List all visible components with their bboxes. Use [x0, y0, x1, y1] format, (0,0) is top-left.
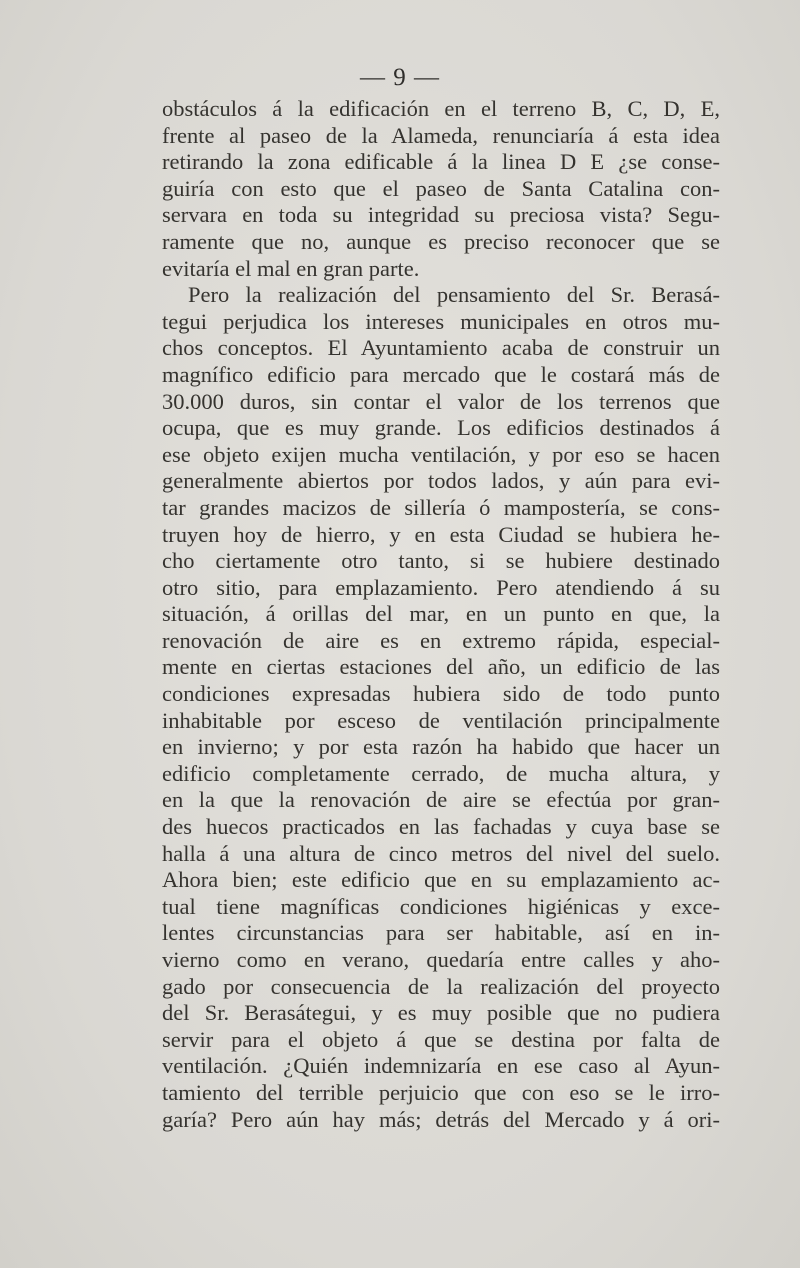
text-line: inhabitable por esceso de ventilación principalmente: [162, 707, 720, 733]
text-line: tar grandes macizos de sillería ó mampostería, se cons-: [162, 494, 720, 520]
text-line: situación, á orillas del mar, en un punto en que, la: [162, 601, 720, 627]
text-line: edificio completamente cerrado, de mucha altura, y: [162, 760, 720, 786]
text-line: lentes circunstancias para ser habitable, así en in-: [162, 920, 720, 946]
text-line: ocupa, que es muy grande. Los edificios destinados á: [162, 415, 720, 441]
text-line: Ahora bien; este edificio que en su emplazamiento ac-: [162, 867, 720, 893]
text-line: garía? Pero aún hay más; detrás del Mercado y á ori-: [162, 1106, 720, 1132]
text-line: guiría con esto que el paseo de Santa Catalina con-: [162, 175, 720, 201]
text-line: servir para el objeto á que se destina por falta de: [162, 1026, 720, 1052]
text-line: gado por consecuencia de la realización del proyecto: [162, 973, 720, 999]
text-line: 30.000 duros, sin contar el valor de los terrenos que: [162, 388, 720, 414]
text-line: cho ciertamente otro tanto, si se hubiere destinado: [162, 548, 720, 574]
text-line: tegui perjudica los intereses municipales en otros mu-: [162, 308, 720, 334]
text-line: ventilación. ¿Quién indemnizaría en ese caso al Ayun-: [162, 1053, 720, 1079]
text-line: servara en toda su integridad su preciosa vista? Segu-: [162, 202, 720, 228]
text-line: truyen hoy de hierro, y en esta Ciudad se hubiera he-: [162, 521, 720, 547]
text-line: des huecos practicados en las fachadas y cuya base se: [162, 814, 720, 840]
text-line: condiciones expresadas hubiera sido de todo punto: [162, 681, 720, 707]
text-line: Pero la realización del pensamiento del Sr. Berasá-: [188, 282, 720, 308]
page-number: — 9 —: [360, 64, 440, 91]
text-line: tual tiene magníficas condiciones higiénicas y exce-: [162, 893, 720, 919]
text-line: del Sr. Berasátegui, y es muy posible que no pudiera: [162, 1000, 720, 1026]
text-line: renovación de aire es en extremo rápida, especial-: [162, 627, 720, 653]
text-line: evitaría el mal en gran parte.: [162, 255, 420, 281]
text-line: chos conceptos. El Ayuntamiento acaba de construir un: [162, 335, 720, 361]
text-line: ese objeto exijen mucha ventilación, y por eso se hacen: [162, 441, 720, 467]
body-text: [162, 96, 720, 1133]
text-line: retirando la zona edificable á la linea D E ¿se conse-: [162, 149, 720, 175]
text-line: en la que la renovación de aire se efectúa por gran-: [162, 787, 720, 813]
text-line: tamiento del terrible perjuicio que con eso se le irro-: [162, 1079, 720, 1105]
text-line: vierno como en verano, quedaría entre calles y aho-: [162, 947, 720, 972]
text-line: mente en ciertas estaciones del año, un edificio de las: [162, 654, 720, 680]
text-line: obstáculos á la edificación en el terreno B, C, D, E,: [162, 96, 720, 121]
text-line: ramente que no, aunque es preciso reconocer que se: [162, 228, 720, 254]
text-line: en invierno; y por esta razón ha habido que hacer un: [162, 734, 720, 760]
text-line: generalmente abiertos por todos lados, y aún para evi-: [162, 468, 720, 494]
text-line: frente al paseo de la Alameda, renunciaría á esta idea: [162, 122, 720, 148]
text-line: magnífico edificio para mercado que le costará más de: [162, 361, 720, 387]
text-line: halla á una altura de cinco metros del nivel del suelo.: [162, 840, 720, 866]
text-line: otro sitio, para emplazamiento. Pero atendiendo á su: [162, 574, 720, 600]
